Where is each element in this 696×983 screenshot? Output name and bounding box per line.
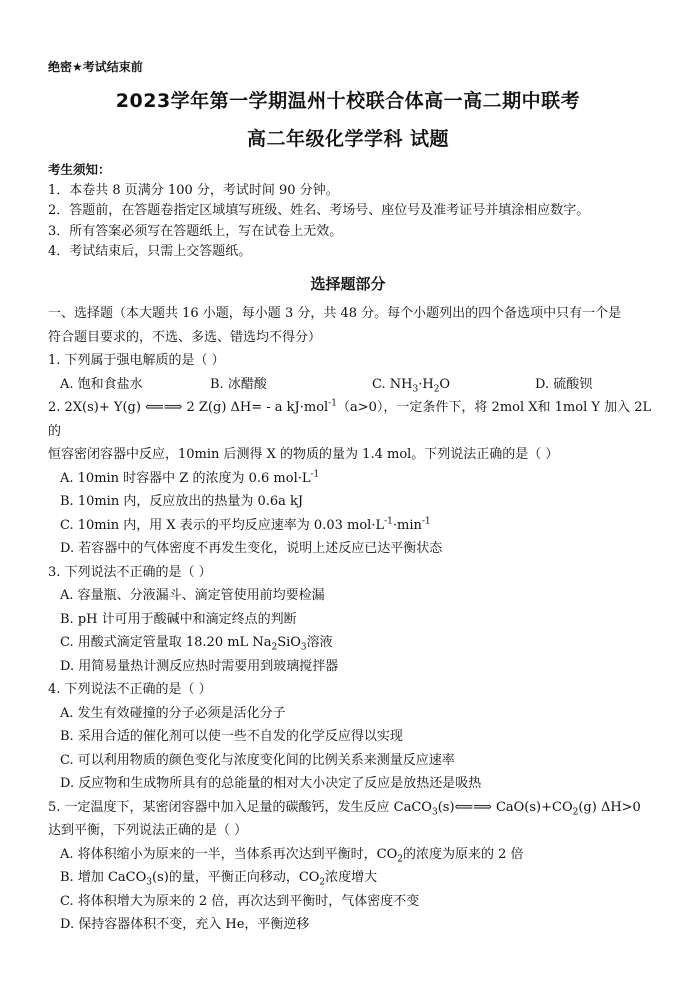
option-a: A. 将体积缩小为原来的一半，当体系再次达到平衡时，$CO_2$的浓度为原来的 2 倍	[60, 846, 524, 865]
option-a: A. 10min 时容器中 Z 的浓度为 0.6 $mol\cdot L^{-1}$	[60, 469, 320, 486]
option-c: C. $NH_3\cdot H_2O$	[372, 376, 451, 395]
option-c: C. 10min 内，用 X 表示的平均反应速率为 0.03 $mol\cdot L^{-1}\cdot\min^{-1}$	[60, 516, 431, 533]
option-a: A. 饱和食盐水	[60, 376, 143, 392]
question-2-stem: 2. 2X(s)+ Y(g) ⟸⟹ 2 Z(g) ΔH= - a kJ·mol$^{-1}$（a>0），一定条件下，将 2mol X和 1mol Y 加入 2L 的	[48, 398, 652, 439]
option-d: D. 反应物和生成物所具有的总能量的相对大小决定了反应是放热还是吸热	[60, 776, 482, 791]
notice-heading: 考生须知：	[48, 162, 111, 177]
section-intro: 一、选择题（本大题共 16 小题，每小题 3 分，共 48 分。每个小题列出的四个备选项中只有一个是	[48, 306, 622, 321]
question-2-stem-cont: 恒容密闭容器中反应，10min 后测得 X 的物质的量为 1.4 mol。下列说法正确的是（ ）	[48, 447, 559, 462]
option-b: B. 冰醋酸	[210, 376, 267, 392]
section-title: 选择题部分	[310, 275, 386, 293]
notice-item: 2．答题前，在答题卷指定区域填写班级、姓名、考场号、座位号及准考证号并填涂相应数字。	[48, 203, 590, 218]
section-intro: 符合题目要求的，不选、多选、错选均不得分）	[48, 329, 322, 345]
exam-title: 2023学年第一学期温州十校联合体高一高二期中联考	[115, 90, 581, 112]
notice-item: 3．所有答案必须写在答题纸上，写在试卷上无效。	[48, 223, 343, 239]
question-4-stem: 4. 下列说法不正确的是（ ）	[48, 682, 212, 697]
question-5-stem-cont: 达到平衡，下列说法正确的是（ ）	[48, 823, 248, 838]
option-d: D. 保持容器体积不变，充入 He，平衡逆移	[60, 917, 310, 932]
option-c: C. 可以利用物质的颜色变化与浓度变化间的比例关系来测量反应速率	[60, 752, 455, 768]
option-a: A. 发生有效碰撞的分子必须是活化分子	[60, 705, 286, 721]
notice-item: 1．本卷共 8 页满分 100 分，考试时间 90 分钟。	[48, 182, 339, 198]
option-d: D. 硫酸钡	[535, 376, 593, 392]
question-3-stem: 3. 下列说法不正确的是（ ）	[48, 564, 212, 580]
option-c: C. 用酸式滴定管量取 18.20 mL $Na_2SiO_3$溶液	[60, 635, 333, 653]
candidate-notice	[48, 160, 658, 263]
question-1-options	[48, 373, 656, 397]
option-b: B. 采用合适的催化剂可以使一些不自发的化学反应得以实现	[60, 729, 403, 744]
option-d: D. 用简易量热计测反应热时需要用到玻璃搅拌器	[60, 658, 339, 674]
questions	[48, 302, 656, 937]
question-5-stem: 5. 一定温度下，某密闭容器中加入足量的碳酸钙，发生反应 CaCO$_3$(s)⟸⟹ $CaO(s)+CO_2(g)$ ΔH>0	[48, 799, 641, 818]
option-d: D. 若容器中的气体密度不再发生变化，说明上述反应已达平衡状态	[60, 541, 443, 556]
confidential-mark: 绝密★考试结束前	[48, 60, 143, 74]
notice-item: 4．考试结束后，只需上交答题纸。	[48, 244, 252, 259]
question-1-stem: 1. 下列属于强电解质的是（ ）	[48, 353, 225, 368]
exam-subtitle: 高二年级化学学科 试题	[246, 128, 450, 150]
option-b: B. 10min 内，反应放出的热量为 0.6a kJ	[60, 494, 304, 509]
option-b: B. 增加 CaCO$_3$(s)的量，平衡正向移动，$CO_2$浓度增大	[60, 870, 378, 888]
option-c: C. 将体积增大为原来的 2 倍，再次达到平衡时，气体密度不变	[60, 893, 420, 909]
option-a: A. 容量瓶、分液漏斗、滴定管使用前均要检漏	[60, 588, 325, 603]
option-b: B. pH 计可用于酸碱中和滴定终点的判断	[60, 611, 297, 627]
